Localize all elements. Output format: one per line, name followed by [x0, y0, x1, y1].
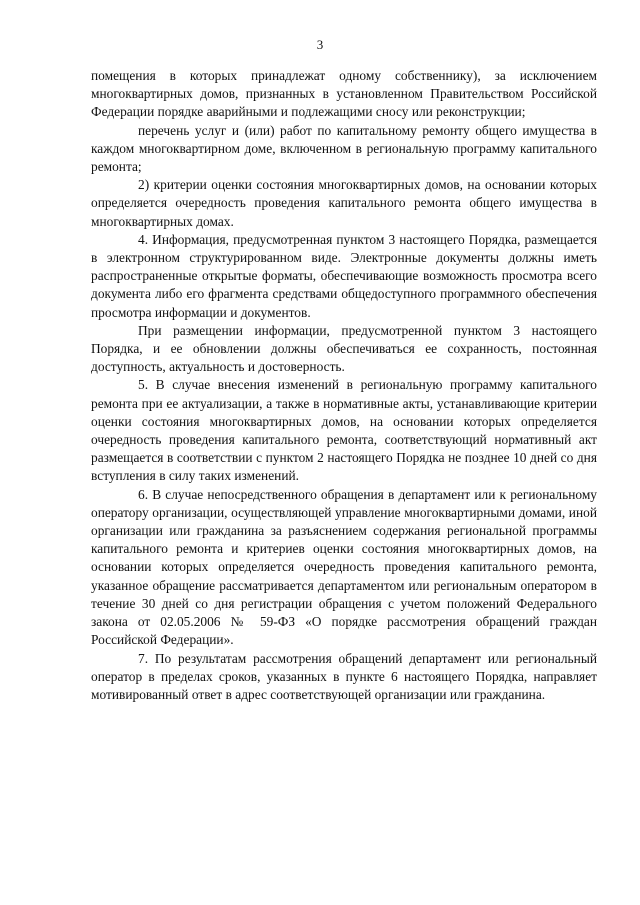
document-body [91, 67, 597, 704]
paragraph-continuation: помещения в которых принадлежат одному собственнику), за исключением многоквартирных домов, признанных в установленном Правительством Российской Федерации порядке аварийными и подлежащими сносу или реконструкции; [91, 68, 597, 120]
paragraph-item-4-placement: При размещении информации, предусмотренной пунктом 3 настоящего Порядка, и ее обновлении должны обеспечиваться ее сохранность, постоянная доступность, актуальность и достоверность. [91, 322, 597, 375]
paragraph-item-7: 7. По результатам рассмотрения обращений департамент или региональный оператор в пределах сроков, указанных в пункте 6 настоящего Порядка, направляет мотивированный ответ в адрес соответствующей организации или гражданина. [91, 650, 597, 702]
paragraph-services-list: перечень услуг и (или) работ по капитальному ремонту общего имущества в каждом многоквартирном доме, включенном в региональную программу капитального ремонта; [91, 122, 597, 175]
paragraph-criteria: 2) критерии оценки состояния многоквартирных домов, на основании которых определяется очередность проведения капитального ремонта общего имущества в многоквартирных домах. [91, 177, 597, 229]
paragraph-item-4: 4. Информация, предусмотренная пунктом 3 настоящего Порядка, размещается в электронном структурированном виде. Электронные документы должны иметь распространенные открытые форматы, обеспечивающие возможность просмотра всего документа либо его фрагмента средствами общедоступного программного обеспечения просмотра информации и документов. [91, 231, 597, 320]
paragraph-item-5: 5. В случае внесения изменений в региональную программу капитального ремонта при ее актуализации, а также в нормативные акты, устанавливающие критерии оценки состояния многоквартирных домов, на основании которых определяется очередность проведения капитального ремонта, соответствующий нормативный акт размещается в соответствии с пунктом 2 настоящего Порядка не позднее 10 дней со дня вступления в силу таких изменений. [91, 377, 597, 484]
paragraph-item-6: 6. В случае непосредственного обращения в департамент или к региональному оператору организации, осуществляющей управление многоквартирными домами, иной организации или гражданина за разъяснением содержания региональной программы капитального ремонта и критериев оценки состояния многоквартирных домов, на основании которых определяется очередность проведения капитального ремонта, указанное обращение рассматривается департаментом или региональным оператором в течение 30 дней со дня регистрации обращения с учетом положений Федерального закона от 02.05.2006 № 59-ФЗ «О порядке рассмотрения обращений граждан Российской Федерации». [91, 486, 597, 648]
page-number: 3 [316, 37, 324, 52]
